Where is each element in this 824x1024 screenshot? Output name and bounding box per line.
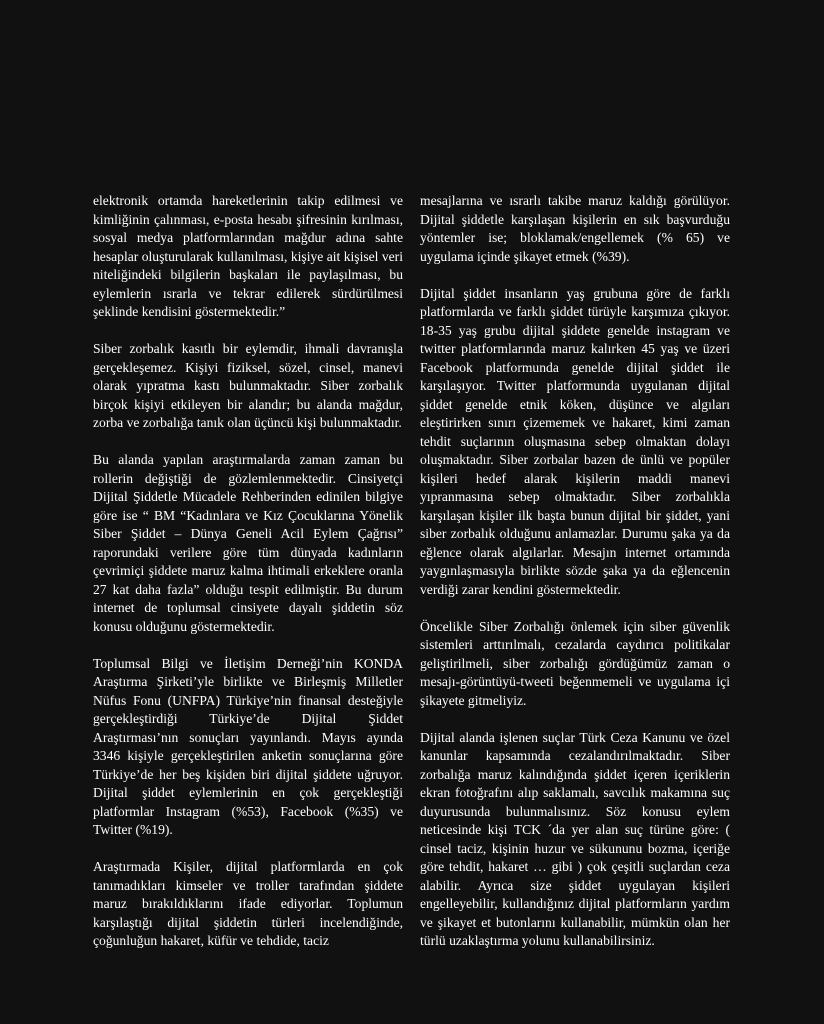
left-column — [93, 192, 403, 951]
right-column — [420, 192, 730, 951]
paragraph: elektronik ortamda hareketlerinin takip edilmesi ve kimliğinin çalınması, e-posta hesabı şifresinin kırılması, sosyal medya platformlarından mağdur adına sahte hesaplar oluşturularak kullanılması, kişiye ait kişisel veri niteliğindeki bilgilerin başkaları ile paylaşılması, bu eylemlerin ısrarla ve tekrar edilerek sürdürülmesi şeklinde kendisini göstermektedir.” — [93, 193, 403, 319]
paragraph: mesajlarına ve ısrarlı takibe maruz kaldığı görülüyor. Dijital şiddetle karşılaşan kişilerin en sık başvurduğu yöntemler ise; bloklamak/engellemek (% 65) ve uygulama içinde şikayet etmek (%39). — [420, 193, 730, 264]
paragraph: Toplumsal Bilgi ve İletişim Derneği’nin KONDA Araştırma Şirketi’yle birlikte ve Birleşmiş Milletler Nüfus Fonu (UNFPA) Türkiye’nin finansal desteğiyle gerçekleştirdiği Türkiye’de Dijital Şiddet Araştırması’nın sonuçları yayınlandı. Mayıs ayında 3346 kişiyle gerçekleştirilen anketin sonuçlarına göre Türkiye’de her beş kişiden biri dijital şiddete uğruyor. Dijital şiddet eylemlerinin en çok gerçekleştiği platformlar Instagram (%53), Facebook (%35) ve Twitter (%19). — [93, 655, 403, 837]
paragraph: Dijital alanda işlenen suçlar Türk Ceza Kanunu ve özel kanunlar kapsamında cezalandırılmaktadır. Siber zorbalığa maruz kalındığında şiddet içeren içeriklerin ekran fotoğrafını alıp saklamalı, savcılık makamına suç duyurusunda bulunmalısınız. Söz konusu eylem neticesinde kişi TCK ´da yer alan suç türüne göre: ( cinsel taciz, kişinin huzur ve sükununu bozma, içeriğe göre tehdit, hakaret … gibi ) çok çeşitli suçlardan ceza alabilir. Ayrıca size şiddet uygulayan kişileri engelleyebilir, kullandığınız dijital platformların yardım ve şikayet et butonlarını kullanabilir, mümkün olan her türlü uzaklaştırma yolunu kullanabilirsiniz. — [420, 729, 730, 948]
paragraph: Öncelikle Siber Zorbalığı önlemek için siber güvenlik sistemleri arttırılmalı, cezalarda caydırıcı politikalar geliştirilmeli, siber zorbalığı gördüğümüz zaman o mesajı-görüntüyü-tweeti beğenmemeli ve uygulama içi şikayete gitmeliyiz. — [420, 618, 730, 708]
paragraph: Bu alanda yapılan araştırmalarda zaman zaman bu rollerin değiştiği de gözlemlenmektedir. Cinsiyetçi Dijital Şiddetle Mücadele Rehberinden edinilen bilgiye göre ise “ BM “Kadınlara ve Kız Çocuklarına Yönelik Siber Şiddet – Dünya Geneli Acil Eylem Çağrısı” raporundaki verilere göre tüm dünyada kadınların çevrimiçi şiddete maruz kalma ihtimali erkeklere oranla 27 kat daha fazla” olduğu tespit edilmiştir. Bu durum internet de toplumsal cinsiyete dayalı şiddetin söz konusu olduğunu göstermektedir. — [93, 452, 403, 634]
paragraph: Araştırmada Kişiler, dijital platformlarda en çok tanımadıkları kimseler ve troller tarafından şiddete maruz bırakıldıklarını ifade ediyorlar. Toplumun karşılaştığı dijital şiddetin türleri incelendiğinde, çoğunluğun hakaret, küfür ve tehdide, taciz — [93, 859, 403, 948]
paragraph: Siber zorbalık kasıtlı bir eylemdir, ihmali davranışla gerçekleşemez. Kişiyi fiziksel, sözel, cinsel, manevi olarak yıpratma kastı bulunmaktadır. Siber zorbalık birçok kişiyi etkileyen bir alandır; bu alanda mağdur, zorba ve zorbalığa tanık olan üçüncü kişi bulunmaktadır. — [93, 341, 403, 430]
paragraph: Dijital şiddet insanların yaş grubuna göre de farklı platformlarda ve farklı şiddet türüyle karşımıza çıkıyor. 18-35 yaş grubu dijital şiddete genelde instagram ve twitter platformlarında maruz kalırken 45 yaş ve üzeri Facebook platformunda genelde dijital şiddet ile karşılaşıyor. Twitter platformunda uygulanan dijital şiddet genelde etnik köken, düşünce ve algıları eleştirirken sınırı çizememek ve hakaret, kimi zaman tehdit suçlarının oluşmasına sebep olmaktan dolayı oluşmaktadır. Siber zorbalar bazen de ünlü ve popüler kişileri hedef alarak kişilerin maddi manevi yıpranmasına sebep olmaktadır. Siber zorbalıkla karşılaşan kişiler ilk başta bunun dijital bir şiddet, yani siber zorbalık olduğunu anlamazlar. Durumu şaka ya da eğlence olarak algılarlar. Mesajın internet ortamında yaygınlaşmasıyla birlikte sözde şaka ya da eğlencenin verdiği zarar kendini göstermektedir. — [420, 285, 730, 597]
